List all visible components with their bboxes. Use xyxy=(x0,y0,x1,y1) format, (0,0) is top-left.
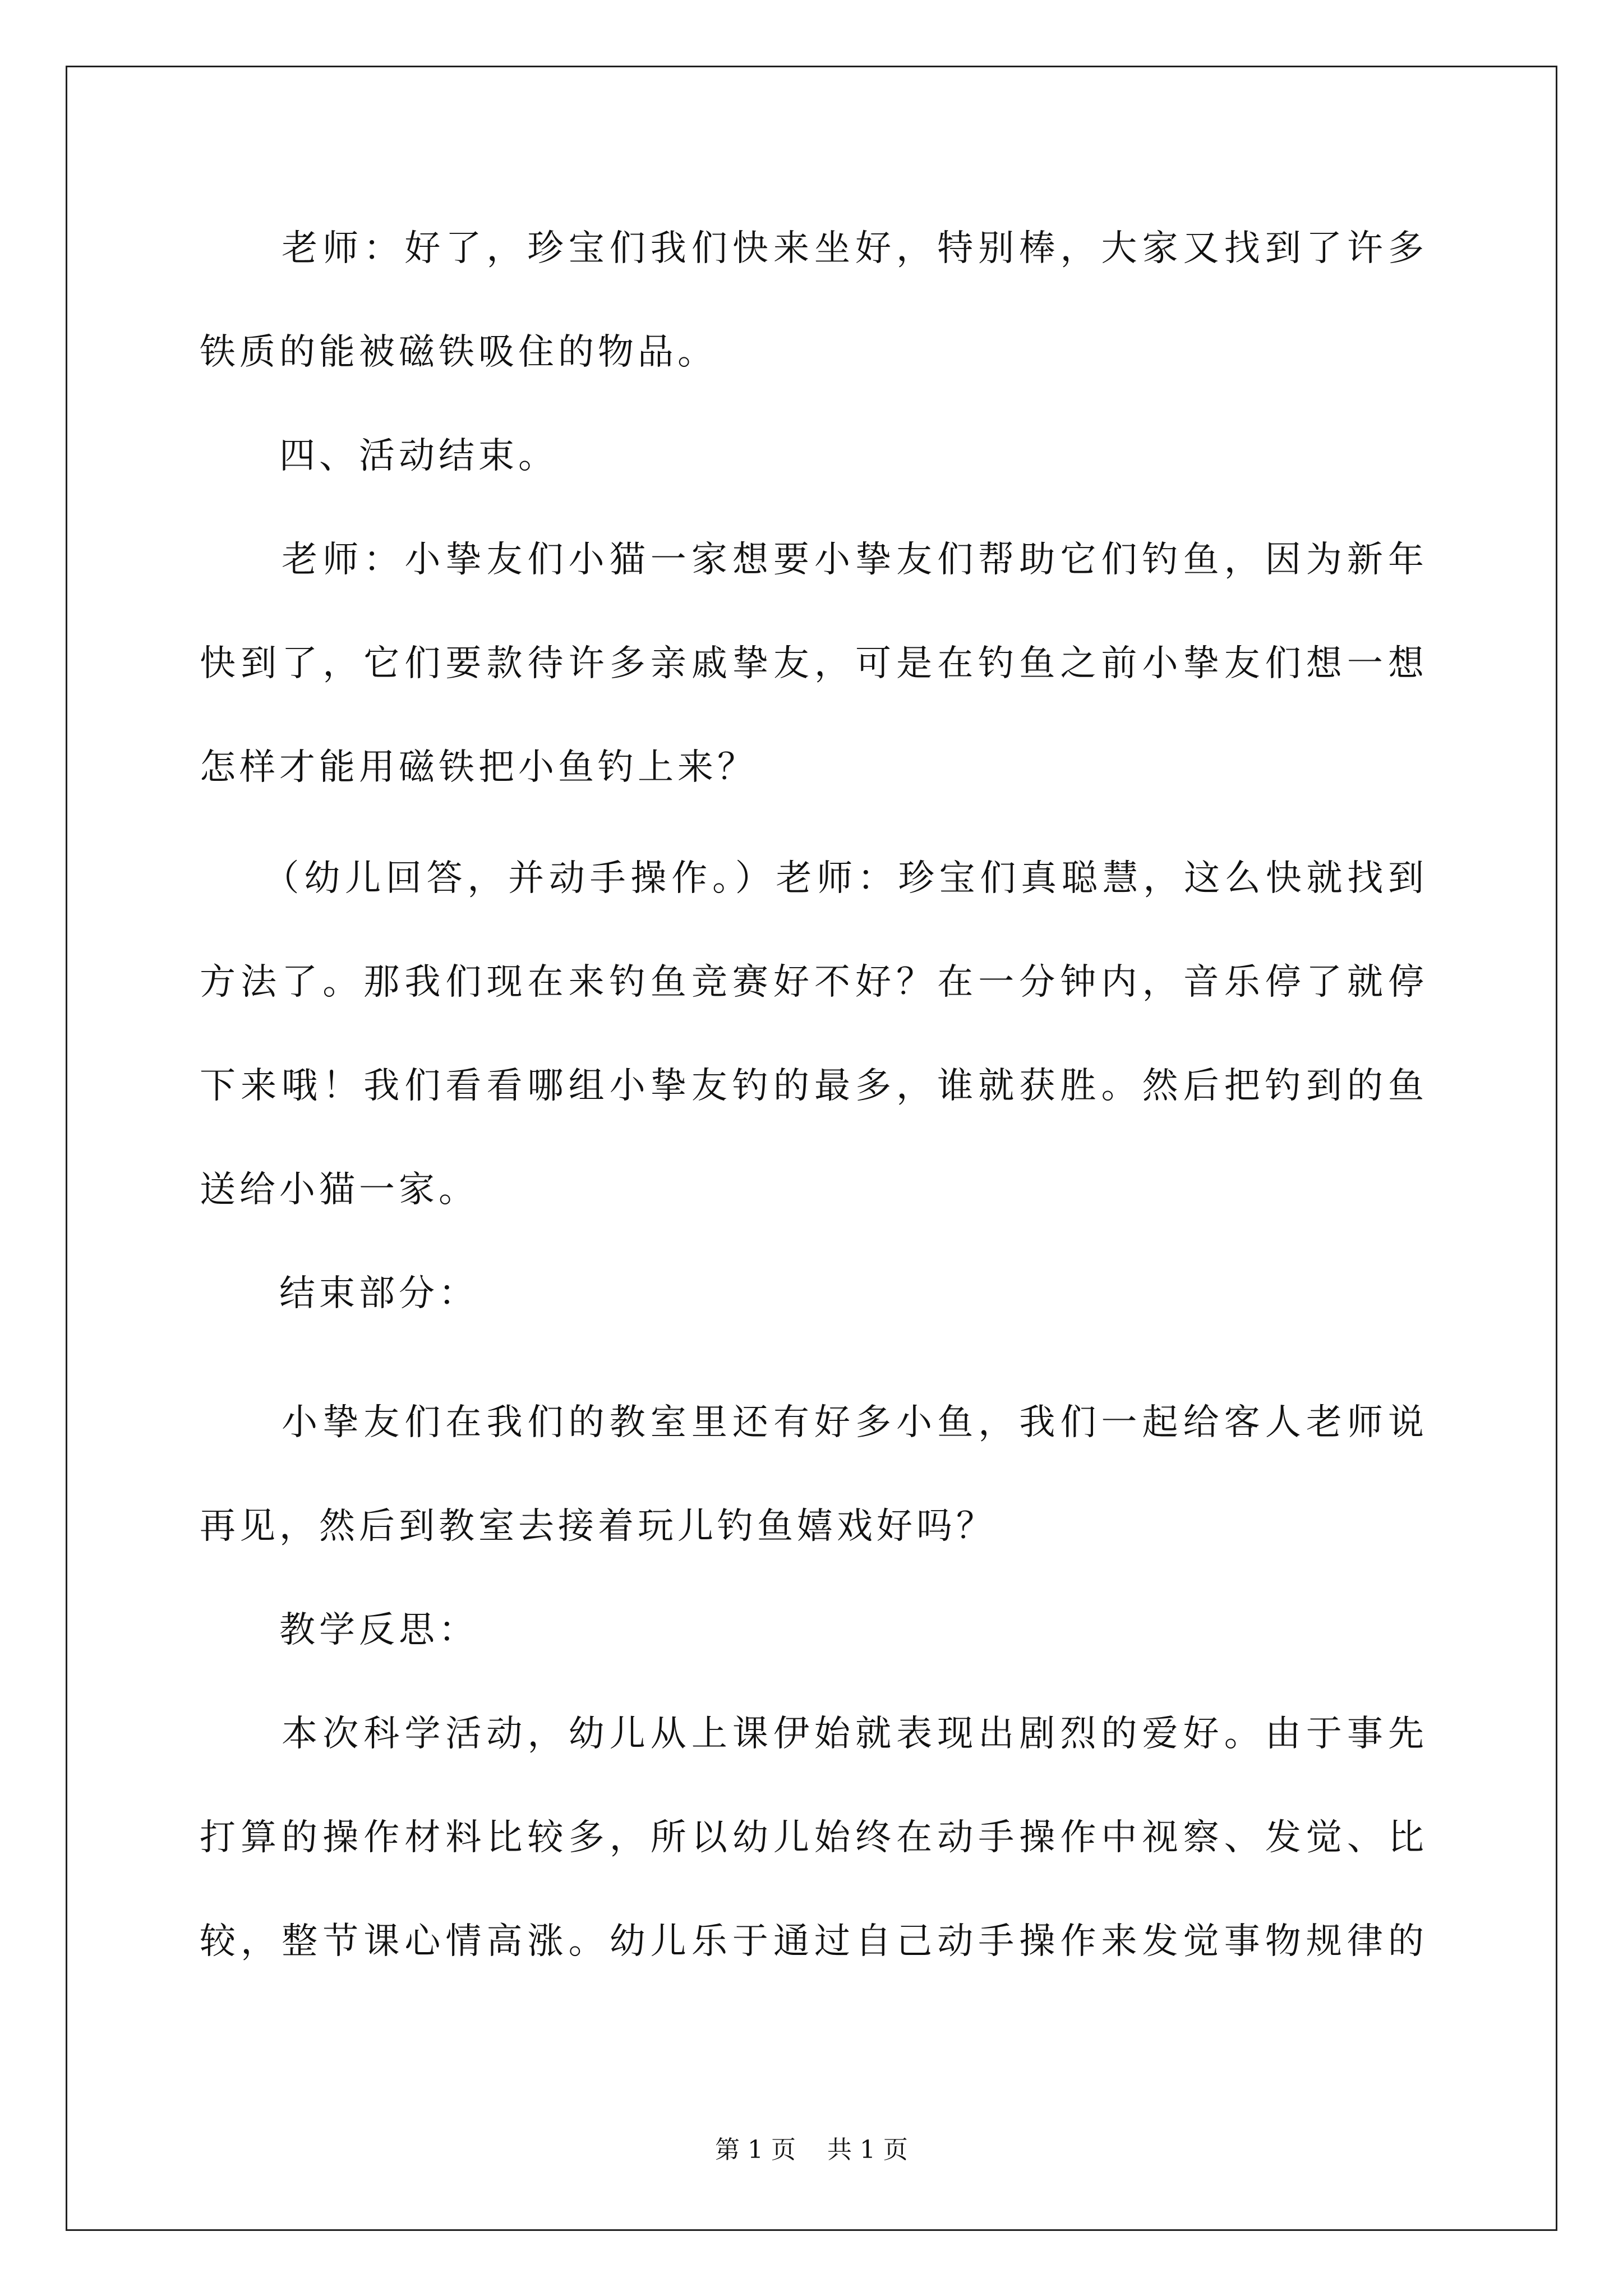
text-line-16: 打算的操作材料比较多，所以幼儿始终在动手操作中视察、发觉、比 xyxy=(200,1817,1424,1858)
text-line-5: 快到了，它们要款待许多亲戚挚友，可是在钓鱼之前小挚友们想一想 xyxy=(200,643,1424,684)
text-line-7: （幼儿回答，并动手操作。）老师：珍宝们真聪慧，这么快就找到 xyxy=(200,858,1424,899)
text-line-15: 本次科学活动，幼儿从上课伊始就表现出剧烈的爱好。由于事先 xyxy=(200,1713,1424,1755)
section-heading-activity-end: 四、活动结束。 xyxy=(200,435,558,477)
text-line-10: 送给小猫一家。 xyxy=(200,1169,478,1211)
text-line-1: 老师：好了，珍宝们我们快来坐好，特别棒，大家又找到了许多 xyxy=(200,228,1424,269)
section-heading-ending: 结束部分： xyxy=(200,1273,478,1314)
section-heading-reflection: 教学反思： xyxy=(200,1609,478,1651)
page-border xyxy=(66,66,1557,2231)
text-line-13: 再见，然后到教室去接着玩儿钓鱼嬉戏好吗？ xyxy=(200,1506,996,1547)
text-line-2: 铁质的能被磁铁吸住的物品。 xyxy=(200,332,717,373)
text-line-9: 下来哦！我们看看哪组小挚友钓的最多，谁就获胜。然后把钓到的鱼 xyxy=(200,1065,1424,1107)
text-line-17: 较，整节课心情高涨。幼儿乐于通过自己动手操作来发觉事物规律的 xyxy=(200,1921,1424,1962)
page-footer: 第 1 页 共 1 页 xyxy=(715,2136,908,2164)
text-line-6: 怎样才能用磁铁把小鱼钓上来？ xyxy=(200,747,757,788)
text-line-4: 老师：小挚友们小猫一家想要小挚友们帮助它们钓鱼，因为新年 xyxy=(200,539,1424,581)
text-line-12: 小挚友们在我们的教室里还有好多小鱼，我们一起给客人老师说 xyxy=(200,1402,1424,1443)
text-line-8: 方法了。那我们现在来钓鱼竞赛好不好？在一分钟内，音乐停了就停 xyxy=(200,961,1424,1003)
